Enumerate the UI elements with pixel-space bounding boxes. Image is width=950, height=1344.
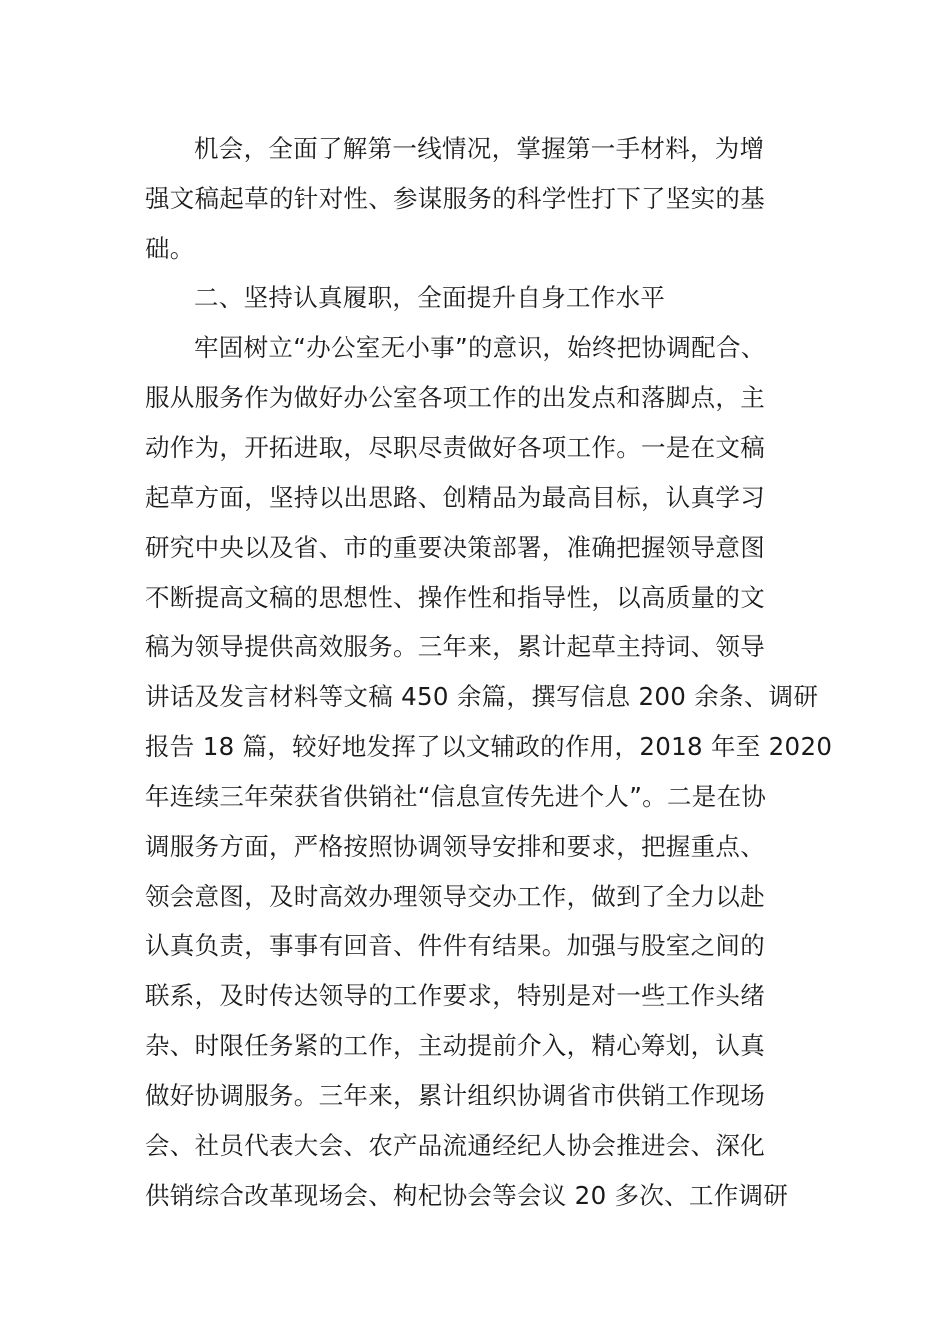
paragraph-line: 供销综合改革现场会、枸杞协会等会议 20 多次、工作调研 bbox=[145, 1181, 789, 1210]
paragraph-line: 起草方面，坚持以出思路、创精品为最高目标，认真学习 bbox=[145, 483, 765, 512]
paragraph-line: 会、社员代表大会、农产品流通经纪人协会推进会、深化 bbox=[145, 1131, 765, 1160]
paragraph-line: 领会意图，及时高效办理领导交办工作，做到了全力以赴 bbox=[145, 882, 765, 911]
paragraph-line: 强文稿起草的针对性、参谋服务的科学性打下了坚实的基 bbox=[145, 184, 765, 213]
paragraph-line: 机会，全面了解第一线情况，掌握第一手材料，为增 bbox=[194, 134, 765, 163]
paragraph-line: 做好协调服务。三年来，累计组织协调省市供销工作现场 bbox=[145, 1081, 765, 1110]
paragraph-line: 年连续三年荣获省供销社“信息宣传先进个人”。二是在协 bbox=[145, 782, 767, 811]
paragraph-line: 服从服务作为做好办公室各项工作的出发点和落脚点，主 bbox=[145, 383, 765, 412]
paragraph-line: 牢固树立“办公室无小事”的意识，始终把协调配合、 bbox=[194, 333, 766, 362]
paragraph-line: 联系，及时传达领导的工作要求，特别是对一些工作头绪 bbox=[145, 981, 765, 1010]
paragraph-line: 讲话及发言材料等文稿 450 余篇，撰写信息 200 余条、调研 bbox=[145, 682, 819, 711]
paragraph-line: 调服务方面，严格按照协调领导安排和要求，把握重点、 bbox=[145, 832, 765, 861]
section-heading: 二、坚持认真履职，全面提升自身工作水平 bbox=[194, 283, 666, 312]
paragraph-line: 研究中央以及省、市的重要决策部署，准确把握领导意图 bbox=[145, 533, 765, 562]
paragraph-line: 动作为，开拓进取，尽职尽责做好各项工作。一是在文稿 bbox=[145, 433, 765, 462]
paragraph-line: 报告 18 篇，较好地发挥了以文辅政的作用，2018 年至 2020 bbox=[145, 732, 833, 761]
paragraph-line: 稿为领导提供高效服务。三年来，累计起草主持词、领导 bbox=[145, 632, 765, 661]
paragraph-line: 杂、时限任务紧的工作，主动提前介入，精心筹划，认真 bbox=[145, 1031, 765, 1060]
paragraph-line: 础。 bbox=[145, 234, 195, 263]
paragraph-line: 不断提高文稿的思想性、操作性和指导性，以高质量的文 bbox=[145, 583, 765, 612]
paragraph-line: 认真负责，事事有回音、件件有结果。加强与股室之间的 bbox=[145, 931, 765, 960]
